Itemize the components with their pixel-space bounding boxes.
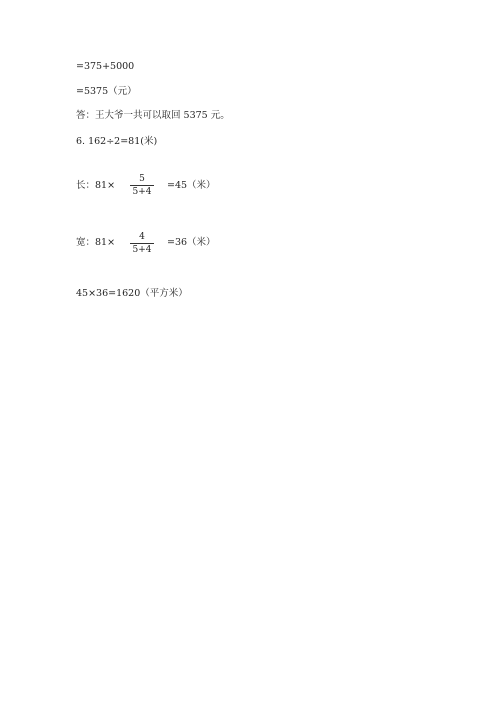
answer-line: 答：王大爷一共可以取回 5375 元。 <box>76 110 230 121</box>
width-result: =36（米） <box>167 237 216 248</box>
width-numerator: 4 <box>139 232 145 242</box>
length-numerator: 5 <box>139 174 145 184</box>
area-line: 45×36=1620（平方米） <box>76 288 188 299</box>
fraction-bar <box>130 243 154 244</box>
problem-6-line: 6. 162÷2=81(米) <box>76 136 158 147</box>
width-denominator: 5+4 <box>132 245 152 255</box>
calc-line-1: =375+5000 <box>76 61 135 72</box>
width-prefix: 宽：81× <box>76 237 116 248</box>
length-result: =45（米） <box>167 180 216 191</box>
width-fraction <box>130 232 154 255</box>
calc-line-2: =5375（元） <box>76 86 137 97</box>
length-fraction <box>130 174 154 197</box>
length-prefix: 长：81× <box>76 180 116 191</box>
fraction-bar <box>130 185 154 186</box>
length-denominator: 5+4 <box>132 187 152 197</box>
